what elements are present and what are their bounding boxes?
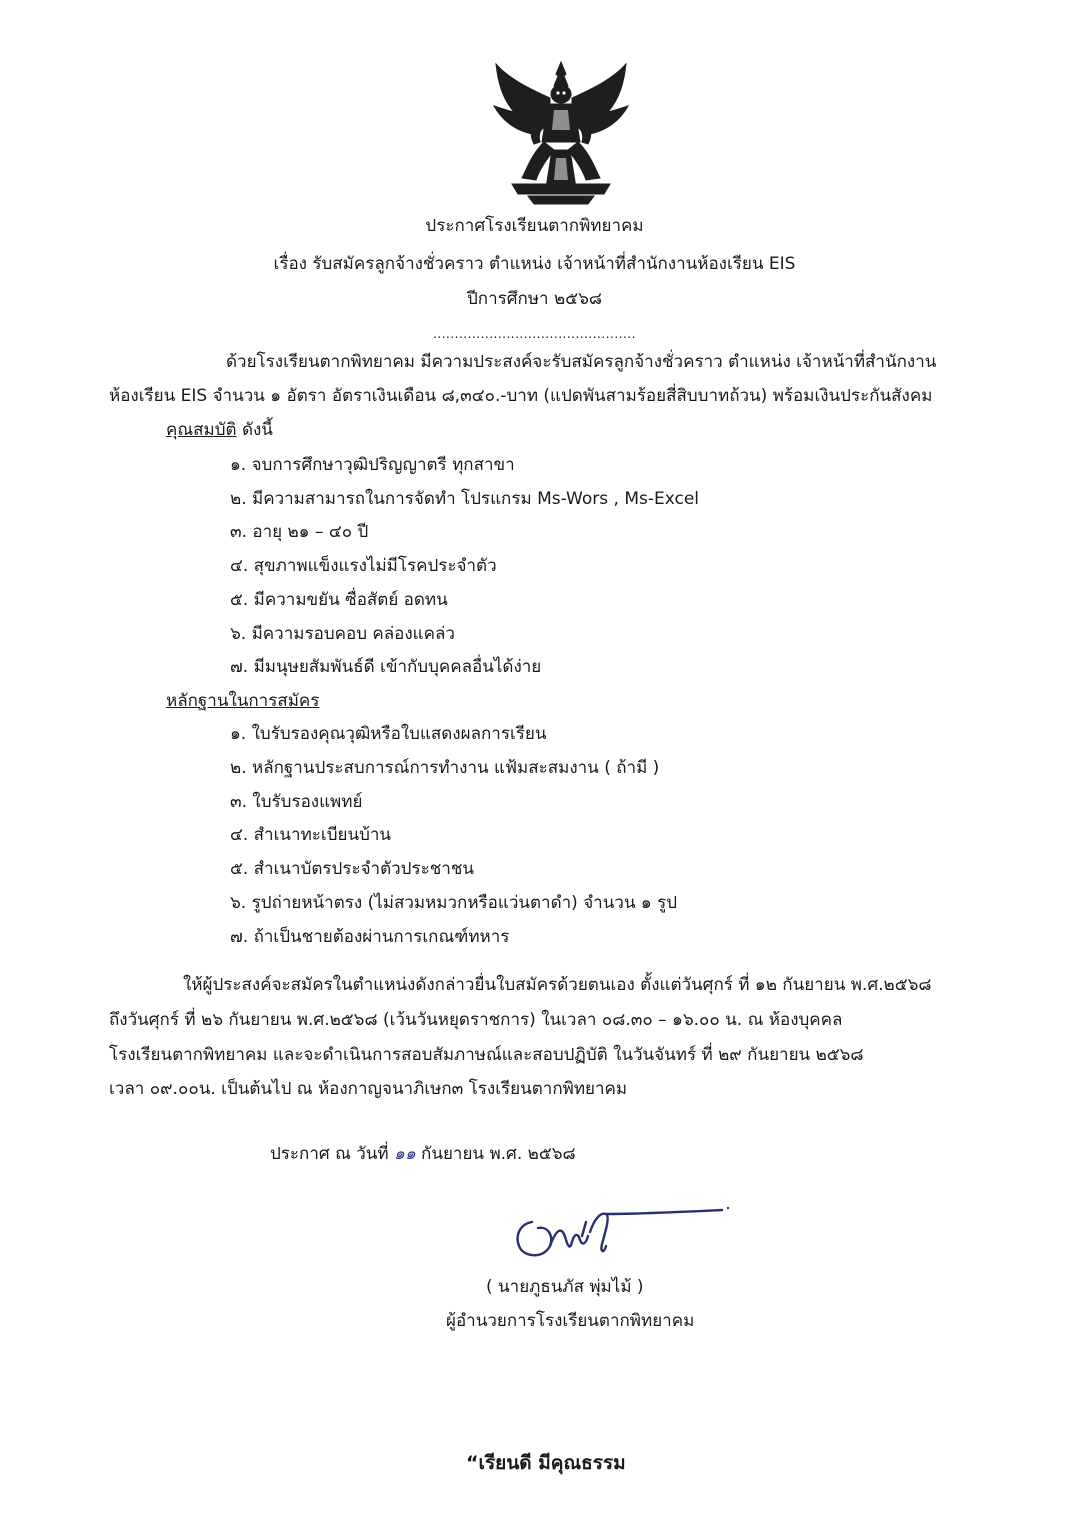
qualification-item: ๗. มีมนุษยสัมพันธ์ดี เข้ากับบุคคลอื่นได้ง่าย — [230, 657, 542, 677]
announce-date — [270, 1142, 576, 1166]
signatory-position: ผู้อำนวยการโรงเรียนตากพิทยาคม — [446, 1311, 695, 1331]
evidence-item: ๖. รูปถ่ายหน้าตรง (ไม่สวมหมวกหรือแว่นตาดำ) จำนวน ๑ รูป — [230, 893, 678, 913]
signature-icon — [510, 1200, 740, 1270]
garuda-emblem-icon — [488, 58, 634, 208]
signatory-name: ( นายภูธนภัส พุ่มไม้ ) — [486, 1277, 644, 1297]
evidence-item: ๓. ใบรับรองแพทย์ — [230, 792, 363, 812]
academic-year: ปีการศึกษา ๒๕๖๘ — [467, 289, 602, 309]
announce-prefix: ประกาศ ณ วันที่ — [270, 1144, 395, 1164]
qualifications-heading — [166, 418, 273, 442]
qualification-item: ๔. สุขภาพแข็งแรงไม่มีโรคประจำตัว — [230, 556, 497, 576]
qualification-item: ๓. อายุ ๒๑ – ๔๐ ปี — [230, 522, 369, 542]
announce-day: ๑๑ — [394, 1144, 416, 1164]
qualification-item: ๒. มีความสามารถในการจัดทำ โปรแกรม Ms-Wors , Ms-Excel — [230, 489, 700, 509]
evidence-item: ๔. สำเนาทะเบียนบ้าน — [230, 825, 392, 845]
header-separator: ............................................... — [433, 327, 636, 341]
details-line-3: โรงเรียนตากพิทยาคม และจะดำเนินการสอบสัมภาษณ์และสอบปฏิบัติ ในวันจันทร์ ที่ ๒๙ กันยายน ๒๕๖๘ — [109, 1045, 864, 1065]
evidence-item: ๒. หลักฐานประสบการณ์การทำงาน แฟ้มสะสมงาน ( ถ้ามี ) — [230, 758, 660, 778]
intro-line-1: ด้วยโรงเรียนตากพิทยาคม มีความประสงค์จะรับสมัครลูกจ้างชั่วคราว ตำแหน่ง เจ้าหน้าที่สำนักงาน — [226, 352, 937, 372]
qualification-item: ๖. มีความรอบคอบ คล่องแคล่ว — [230, 624, 455, 644]
evidence-item: ๗. ถ้าเป็นชายต้องผ่านการเกณฑ์ทหาร — [230, 927, 510, 947]
announcement-subject: เรื่อง รับสมัครลูกจ้างชั่วคราว ตำแหน่ง เจ้าหน้าที่สำนักงานห้องเรียน EIS — [273, 254, 796, 274]
footer-motto: “เรียนดี มีคุณธรรม — [466, 1452, 626, 1474]
evidence-heading: หลักฐานในการสมัคร — [166, 691, 320, 711]
qualifications-heading-label: คุณสมบัติ — [166, 420, 237, 440]
details-line-1: ให้ผู้ประสงค์จะสมัครในตำแหน่งดังกล่าวยื่นใบสมัครด้วยตนเอง ตั้งแต่วันศุกร์ ที่ ๑๒ กันยายน พ.ศ.๒๕๖๘ — [183, 975, 932, 995]
intro-line-2: ห้องเรียน EIS จำนวน ๑ อัตรา อัตราเงินเดือน ๘,๓๔๐.-บาท (แปดพันสามร้อยสี่สิบบาทถ้วน) พร้อมเงินประกันสังคม — [109, 386, 933, 406]
qualification-item: ๕. มีความขยัน ซื่อสัตย์ อดทน — [230, 590, 448, 610]
evidence-item: ๕. สำเนาบัตรประจำตัวประชาชน — [230, 859, 474, 879]
details-line-4: เวลา ๐๙.๐๐น. เป็นต้นไป ณ ห้องกาญจนาภิเษก๓ โรงเรียนตากพิทยาคม — [109, 1079, 628, 1099]
details-line-2: ถึงวันศุกร์ ที่ ๒๖ กันยายน พ.ศ.๒๕๖๘ (เว้นวันหยุดราชการ) ในเวลา ๐๘.๓๐ – ๑๖.๐๐ น. ณ ห้องบุคคล — [109, 1010, 843, 1030]
evidence-item: ๑. ใบรับรองคุณวุฒิหรือใบแสดงผลการเรียน — [230, 724, 547, 744]
qualification-item: ๑. จบการศึกษาวุฒิปริญญาตรี ทุกสาขา — [230, 455, 515, 475]
qualifications-heading-suffix: ดังนี้ — [236, 420, 273, 440]
announce-suffix: กันยายน พ.ศ. ๒๕๖๘ — [415, 1144, 576, 1164]
announcement-title: ประกาศโรงเรียนตากพิทยาคม — [425, 216, 644, 236]
